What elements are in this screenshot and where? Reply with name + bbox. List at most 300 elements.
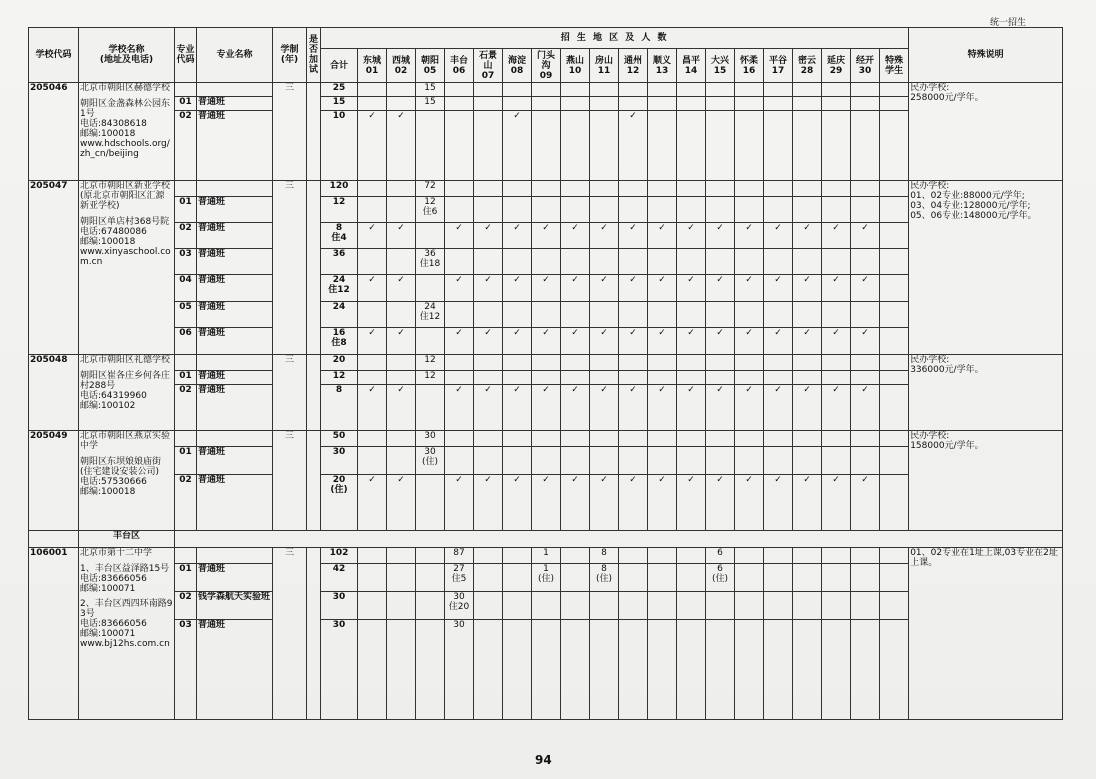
region-cell-17 [764, 620, 793, 720]
special-students-cell [880, 447, 909, 475]
header-major-name: 专业名称 [197, 28, 273, 83]
region-cell-02 [387, 564, 416, 592]
region-cell-13 [648, 371, 677, 385]
region-cell-08: ✓ [503, 111, 532, 181]
region-cell-29 [822, 371, 851, 385]
region-cell-28: ✓ [793, 275, 822, 302]
special-students-cell [880, 475, 909, 531]
campus-2-postcode: 邮编:100071 [80, 629, 136, 639]
region-cell-17: ✓ [764, 385, 793, 431]
school-summary-row [29, 83, 1063, 97]
region-cell-28 [793, 355, 822, 371]
region-cell-28: ✓ [793, 385, 822, 431]
duration: 三 [273, 83, 307, 181]
region-cell-14 [677, 197, 706, 223]
region-cell-02 [387, 548, 416, 564]
special-note: 民办学校: 336000元/学年。 [909, 355, 1063, 431]
region-cell-13 [648, 592, 677, 620]
special-students-cell [880, 197, 909, 223]
major-total: 42 [321, 564, 358, 592]
major-name [197, 83, 273, 97]
region-cell-28 [793, 181, 822, 197]
region-cell-16 [735, 620, 764, 720]
region-cell-15 [706, 302, 735, 328]
region-cell-05 [416, 328, 445, 355]
school-address: 朝阳区崔各庄乡何各庄村288号 [80, 371, 171, 391]
major-name: 普通班 [197, 249, 273, 275]
region-cell-12 [619, 592, 648, 620]
region-cell-13 [648, 302, 677, 328]
school-website[interactable]: www.hdschools.org/zh_cn/beijing [80, 139, 170, 159]
region-cell-17 [764, 371, 793, 385]
region-cell-30: ✓ [851, 328, 880, 355]
region-cell-09: 1 (住) [532, 564, 561, 592]
region-cell-06 [445, 181, 474, 197]
special-students-cell [880, 111, 909, 181]
header-region-08: 海淀 08 [503, 49, 532, 83]
major-total: 12 [321, 371, 358, 385]
region-cell-13 [648, 83, 677, 97]
region-cell-17: ✓ [764, 223, 793, 249]
major-total: 24 住12 [321, 275, 358, 302]
region-cell-05: 12 住6 [416, 197, 445, 223]
region-cell-09 [532, 97, 561, 111]
region-cell-29 [822, 431, 851, 447]
region-cell-29 [822, 97, 851, 111]
region-cell-06: ✓ [445, 475, 474, 531]
major-row [29, 564, 1063, 592]
header-region-07: 石景山 07 [474, 49, 503, 83]
region-cell-10 [561, 620, 590, 720]
major-name: 普通班 [197, 564, 273, 592]
region-cell-10: ✓ [561, 475, 590, 531]
region-cell-28 [793, 97, 822, 111]
region-cell-14: ✓ [677, 328, 706, 355]
region-cell-15: ✓ [706, 275, 735, 302]
region-cell-30 [851, 83, 880, 97]
header-region-15: 大兴 15 [706, 49, 735, 83]
region-cell-29: ✓ [822, 328, 851, 355]
region-cell-30 [851, 97, 880, 111]
region-cell-28: ✓ [793, 328, 822, 355]
region-cell-05 [416, 111, 445, 181]
region-cell-12 [619, 97, 648, 111]
region-cell-29 [822, 620, 851, 720]
region-cell-07 [474, 249, 503, 275]
major-total: 20 (住) [321, 475, 358, 531]
region-cell-13 [648, 431, 677, 447]
school-name: 北京市朝阳区燕京实验中学 [80, 431, 171, 451]
region-cell-11 [590, 111, 619, 181]
region-cell-13 [648, 564, 677, 592]
region-cell-10: ✓ [561, 328, 590, 355]
region-cell-11 [590, 197, 619, 223]
region-cell-11 [590, 97, 619, 111]
region-cell-28 [793, 371, 822, 385]
region-cell-29 [822, 564, 851, 592]
special-note: 民办学校: 01、02专业:88000元/学年; 03、04专业:128000元/学年; 05、06专业:148000元/学年。 [909, 181, 1063, 355]
major-name: 普通班 [197, 385, 273, 431]
campus-2-address: 2、丰台区西四环南路93号 [80, 599, 173, 619]
region-cell-15 [706, 111, 735, 181]
region-cell-13 [648, 97, 677, 111]
region-cell-16: ✓ [735, 223, 764, 249]
major-name: 普通班 [197, 223, 273, 249]
special-students-cell [880, 97, 909, 111]
region-cell-12 [619, 302, 648, 328]
region-cell-06 [445, 111, 474, 181]
major-name: 普通班 [197, 620, 273, 720]
region-cell-14: ✓ [677, 275, 706, 302]
region-cell-13 [648, 548, 677, 564]
major-total: 10 [321, 111, 358, 181]
region-cell-01 [358, 197, 387, 223]
school-code: 106001 [29, 548, 79, 720]
region-cell-14 [677, 355, 706, 371]
region-cell-12 [619, 564, 648, 592]
header-duration: 学制 (年) [273, 28, 307, 83]
region-cell-17 [764, 548, 793, 564]
region-cell-07 [474, 302, 503, 328]
region-cell-07 [474, 111, 503, 181]
region-cell-05: 12 [416, 371, 445, 385]
region-cell-15 [706, 620, 735, 720]
region-cell-08 [503, 197, 532, 223]
region-cell-17: ✓ [764, 275, 793, 302]
major-row [29, 328, 1063, 355]
school-info [79, 83, 175, 181]
region-cell-30 [851, 249, 880, 275]
region-cell-11 [590, 302, 619, 328]
region-cell-29 [822, 249, 851, 275]
region-cell-16: ✓ [735, 328, 764, 355]
region-cell-08 [503, 97, 532, 111]
school-total: 50 [321, 431, 358, 447]
region-cell-12: ✓ [619, 475, 648, 531]
school-postcode: 邮编:100018 [80, 237, 136, 247]
region-cell-05 [416, 592, 445, 620]
major-name: 普通班 [197, 302, 273, 328]
region-cell-02 [387, 83, 416, 97]
region-cell-10 [561, 111, 590, 181]
region-cell-05: 15 [416, 97, 445, 111]
special-students-cell [880, 564, 909, 592]
region-cell-17 [764, 431, 793, 447]
region-cell-11 [590, 447, 619, 475]
region-cell-30 [851, 592, 880, 620]
school-phone: 电话:67480086 [80, 227, 147, 237]
region-cell-16: ✓ [735, 275, 764, 302]
region-cell-06 [445, 249, 474, 275]
school-code: 205046 [29, 83, 79, 181]
special-students-cell [880, 223, 909, 249]
region-cell-02 [387, 302, 416, 328]
header-region-16: 怀柔 16 [735, 49, 764, 83]
region-cell-28 [793, 592, 822, 620]
region-cell-14: ✓ [677, 475, 706, 531]
region-cell-11: ✓ [590, 275, 619, 302]
major-row [29, 223, 1063, 249]
region-cell-09 [532, 592, 561, 620]
region-cell-11: ✓ [590, 475, 619, 531]
region-cell-01 [358, 620, 387, 720]
region-cell-16 [735, 83, 764, 97]
region-cell-16 [735, 197, 764, 223]
region-cell-05: 24 住12 [416, 302, 445, 328]
region-cell-01 [358, 355, 387, 371]
region-cell-13: ✓ [648, 475, 677, 531]
school-code: 205048 [29, 355, 79, 431]
region-cell-10 [561, 355, 590, 371]
region-cell-10: ✓ [561, 275, 590, 302]
header-total: 合计 [321, 49, 358, 83]
region-cell-02: ✓ [387, 475, 416, 531]
region-cell-30 [851, 371, 880, 385]
region-cell-29 [822, 181, 851, 197]
region-cell-12: ✓ [619, 275, 648, 302]
region-cell-08 [503, 83, 532, 97]
major-name: 普通班 [197, 475, 273, 531]
region-cell-13 [648, 355, 677, 371]
region-cell-01 [358, 371, 387, 385]
region-cell-30 [851, 302, 880, 328]
region-cell-28: ✓ [793, 223, 822, 249]
school-info [79, 431, 175, 531]
region-cell-02 [387, 181, 416, 197]
major-code [175, 181, 197, 197]
region-cell-17 [764, 197, 793, 223]
region-cell-05: 12 [416, 355, 445, 371]
region-cell-10 [561, 181, 590, 197]
region-cell-14 [677, 249, 706, 275]
major-row [29, 620, 1063, 720]
region-cell-14 [677, 302, 706, 328]
special-students-cell [880, 548, 909, 564]
special-students-cell [880, 385, 909, 431]
region-cell-14 [677, 620, 706, 720]
region-cell-05: 36 住18 [416, 249, 445, 275]
header-region-28: 密云 28 [793, 49, 822, 83]
region-cell-10 [561, 447, 590, 475]
region-cell-17 [764, 83, 793, 97]
special-students-cell [880, 431, 909, 447]
header-region-29: 延庆 29 [822, 49, 851, 83]
region-cell-10 [561, 97, 590, 111]
region-cell-15 [706, 83, 735, 97]
region-cell-28 [793, 197, 822, 223]
region-cell-08: ✓ [503, 385, 532, 431]
region-cell-01 [358, 548, 387, 564]
region-cell-29 [822, 197, 851, 223]
major-code: 02 [175, 592, 197, 620]
region-cell-09 [532, 355, 561, 371]
region-cell-30: ✓ [851, 275, 880, 302]
region-cell-09 [532, 181, 561, 197]
region-cell-17 [764, 97, 793, 111]
region-cell-13 [648, 111, 677, 181]
school-website[interactable]: www.bj12hs.com.cn [80, 639, 170, 649]
region-cell-13: ✓ [648, 223, 677, 249]
header-region-01: 东城 01 [358, 49, 387, 83]
header-region-13: 顺义 13 [648, 49, 677, 83]
region-cell-28 [793, 111, 822, 181]
region-cell-29: ✓ [822, 385, 851, 431]
school-website[interactable]: www.xinyaschool.com.cn [80, 247, 171, 267]
major-row [29, 97, 1063, 111]
major-total: 15 [321, 97, 358, 111]
school-summary-row [29, 431, 1063, 447]
region-cell-01: ✓ [358, 223, 387, 249]
region-cell-07 [474, 548, 503, 564]
region-cell-10 [561, 302, 590, 328]
region-cell-14 [677, 564, 706, 592]
region-cell-14 [677, 83, 706, 97]
header-region-12: 通州 12 [619, 49, 648, 83]
region-cell-06 [445, 197, 474, 223]
region-cell-16: ✓ [735, 385, 764, 431]
region-cell-07 [474, 181, 503, 197]
region-cell-10 [561, 564, 590, 592]
major-code: 03 [175, 620, 197, 720]
region-cell-07 [474, 431, 503, 447]
region-cell-06 [445, 355, 474, 371]
region-cell-10 [561, 371, 590, 385]
region-cell-06: ✓ [445, 385, 474, 431]
major-row [29, 197, 1063, 223]
header-notes: 特殊说明 [909, 28, 1063, 83]
region-cell-17 [764, 592, 793, 620]
region-cell-29 [822, 548, 851, 564]
region-cell-10 [561, 83, 590, 97]
region-cell-11 [590, 371, 619, 385]
region-cell-15 [706, 431, 735, 447]
major-row [29, 371, 1063, 385]
region-cell-02 [387, 97, 416, 111]
school-total: 102 [321, 548, 358, 564]
major-name: 普通班 [197, 328, 273, 355]
region-cell-29 [822, 592, 851, 620]
region-cell-05: 72 [416, 181, 445, 197]
region-cell-12 [619, 371, 648, 385]
region-cell-13 [648, 620, 677, 720]
region-cell-12 [619, 355, 648, 371]
region-cell-28 [793, 548, 822, 564]
region-cell-12 [619, 249, 648, 275]
region-cell-14 [677, 181, 706, 197]
region-cell-08 [503, 355, 532, 371]
duration: 三 [273, 181, 307, 355]
major-code: 02 [175, 111, 197, 181]
region-cell-09 [532, 83, 561, 97]
region-cell-05 [416, 475, 445, 531]
region-cell-01: ✓ [358, 328, 387, 355]
region-cell-30 [851, 197, 880, 223]
major-code [175, 83, 197, 97]
duration: 三 [273, 548, 307, 720]
region-cell-11 [590, 620, 619, 720]
major-name: 钱学森航天实验班 [197, 592, 273, 620]
region-cell-17 [764, 355, 793, 371]
special-students-cell [880, 181, 909, 197]
major-code: 02 [175, 385, 197, 431]
extra-exam [307, 355, 321, 431]
region-cell-13 [648, 197, 677, 223]
region-cell-06: ✓ [445, 275, 474, 302]
region-cell-01 [358, 564, 387, 592]
region-cell-09 [532, 197, 561, 223]
region-cell-02: ✓ [387, 223, 416, 249]
major-code: 03 [175, 249, 197, 275]
major-total: 24 [321, 302, 358, 328]
region-cell-05 [416, 620, 445, 720]
region-cell-17 [764, 447, 793, 475]
major-row [29, 385, 1063, 431]
region-cell-08 [503, 548, 532, 564]
region-cell-15 [706, 97, 735, 111]
major-name: 普通班 [197, 111, 273, 181]
region-cell-16 [735, 564, 764, 592]
region-cell-14 [677, 111, 706, 181]
region-cell-07: ✓ [474, 475, 503, 531]
region-cell-15 [706, 447, 735, 475]
region-cell-12 [619, 548, 648, 564]
region-cell-02: ✓ [387, 275, 416, 302]
major-row [29, 447, 1063, 475]
region-cell-09: 1 [532, 548, 561, 564]
school-address: 朝阳区金盏森林公园东1号 [80, 99, 171, 119]
region-cell-06 [445, 431, 474, 447]
region-cell-12 [619, 83, 648, 97]
major-code: 02 [175, 223, 197, 249]
region-cell-11 [590, 83, 619, 97]
region-cell-10 [561, 431, 590, 447]
region-cell-11: ✓ [590, 385, 619, 431]
school-info [79, 355, 175, 431]
major-total: 30 [321, 447, 358, 475]
campus-1-address: 1、丰台区益泽路15号 [80, 564, 170, 574]
region-cell-02 [387, 447, 416, 475]
region-cell-08 [503, 302, 532, 328]
major-code [175, 548, 197, 564]
region-cell-08 [503, 181, 532, 197]
region-cell-16 [735, 302, 764, 328]
region-cell-29 [822, 447, 851, 475]
region-cell-12 [619, 197, 648, 223]
region-cell-28: ✓ [793, 475, 822, 531]
major-total: 8 [321, 385, 358, 431]
region-cell-07: ✓ [474, 328, 503, 355]
region-cell-15: 6 [706, 548, 735, 564]
region-cell-15 [706, 181, 735, 197]
header-region-30: 经开 30 [851, 49, 880, 83]
region-cell-05: 30 (住) [416, 447, 445, 475]
region-cell-11: 8 (住) [590, 564, 619, 592]
special-students-cell [880, 275, 909, 302]
region-cell-28 [793, 447, 822, 475]
major-row [29, 592, 1063, 620]
region-cell-30: ✓ [851, 475, 880, 531]
region-cell-08 [503, 564, 532, 592]
region-cell-16 [735, 181, 764, 197]
region-cell-06 [445, 83, 474, 97]
region-cell-06: 30 住20 [445, 592, 474, 620]
school-summary-row [29, 355, 1063, 371]
school-total: 120 [321, 181, 358, 197]
district-row [29, 531, 1063, 548]
header-region-11: 房山 11 [590, 49, 619, 83]
special-students-cell [880, 328, 909, 355]
region-cell-30 [851, 447, 880, 475]
